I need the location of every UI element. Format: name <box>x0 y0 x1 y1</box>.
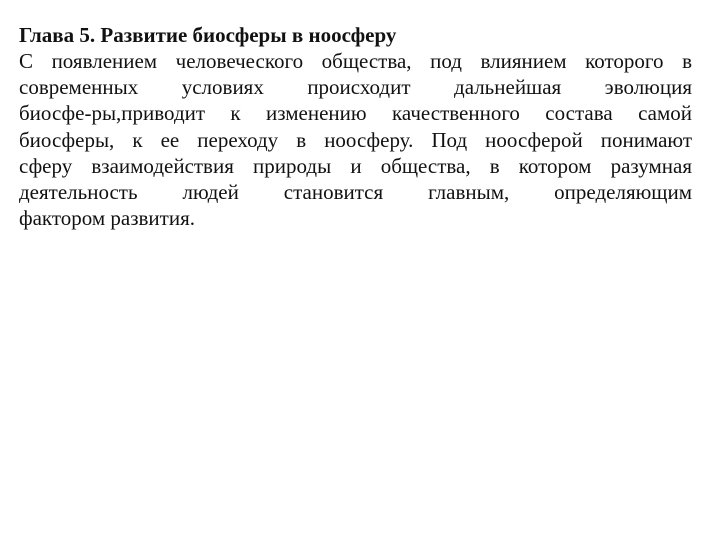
chapter-title: Глава 5. Развитие биосферы в ноосферу <box>19 23 397 47</box>
paragraph-line-5: сферу взаимодействия природы и общества, в котором разумная <box>19 153 692 178</box>
paragraph-line-3: биосфе-ры,приводит к изменению качественного состава самой <box>19 101 692 126</box>
paragraph-line-4: биосферы, к ее переходу в ноосферу. Под ноосферой понимают <box>19 127 692 152</box>
text-block <box>19 22 692 231</box>
paragraph-line-1: С появлением человеческого общества, под влиянием которого в <box>19 49 692 73</box>
paragraph-line-6: деятельность людей становится главным, определяющим <box>19 180 692 205</box>
paragraph-line-7: фактором развития. <box>19 206 195 231</box>
paragraph-line-2: современных условиях происходит дальнейшая эволюция <box>19 75 692 100</box>
